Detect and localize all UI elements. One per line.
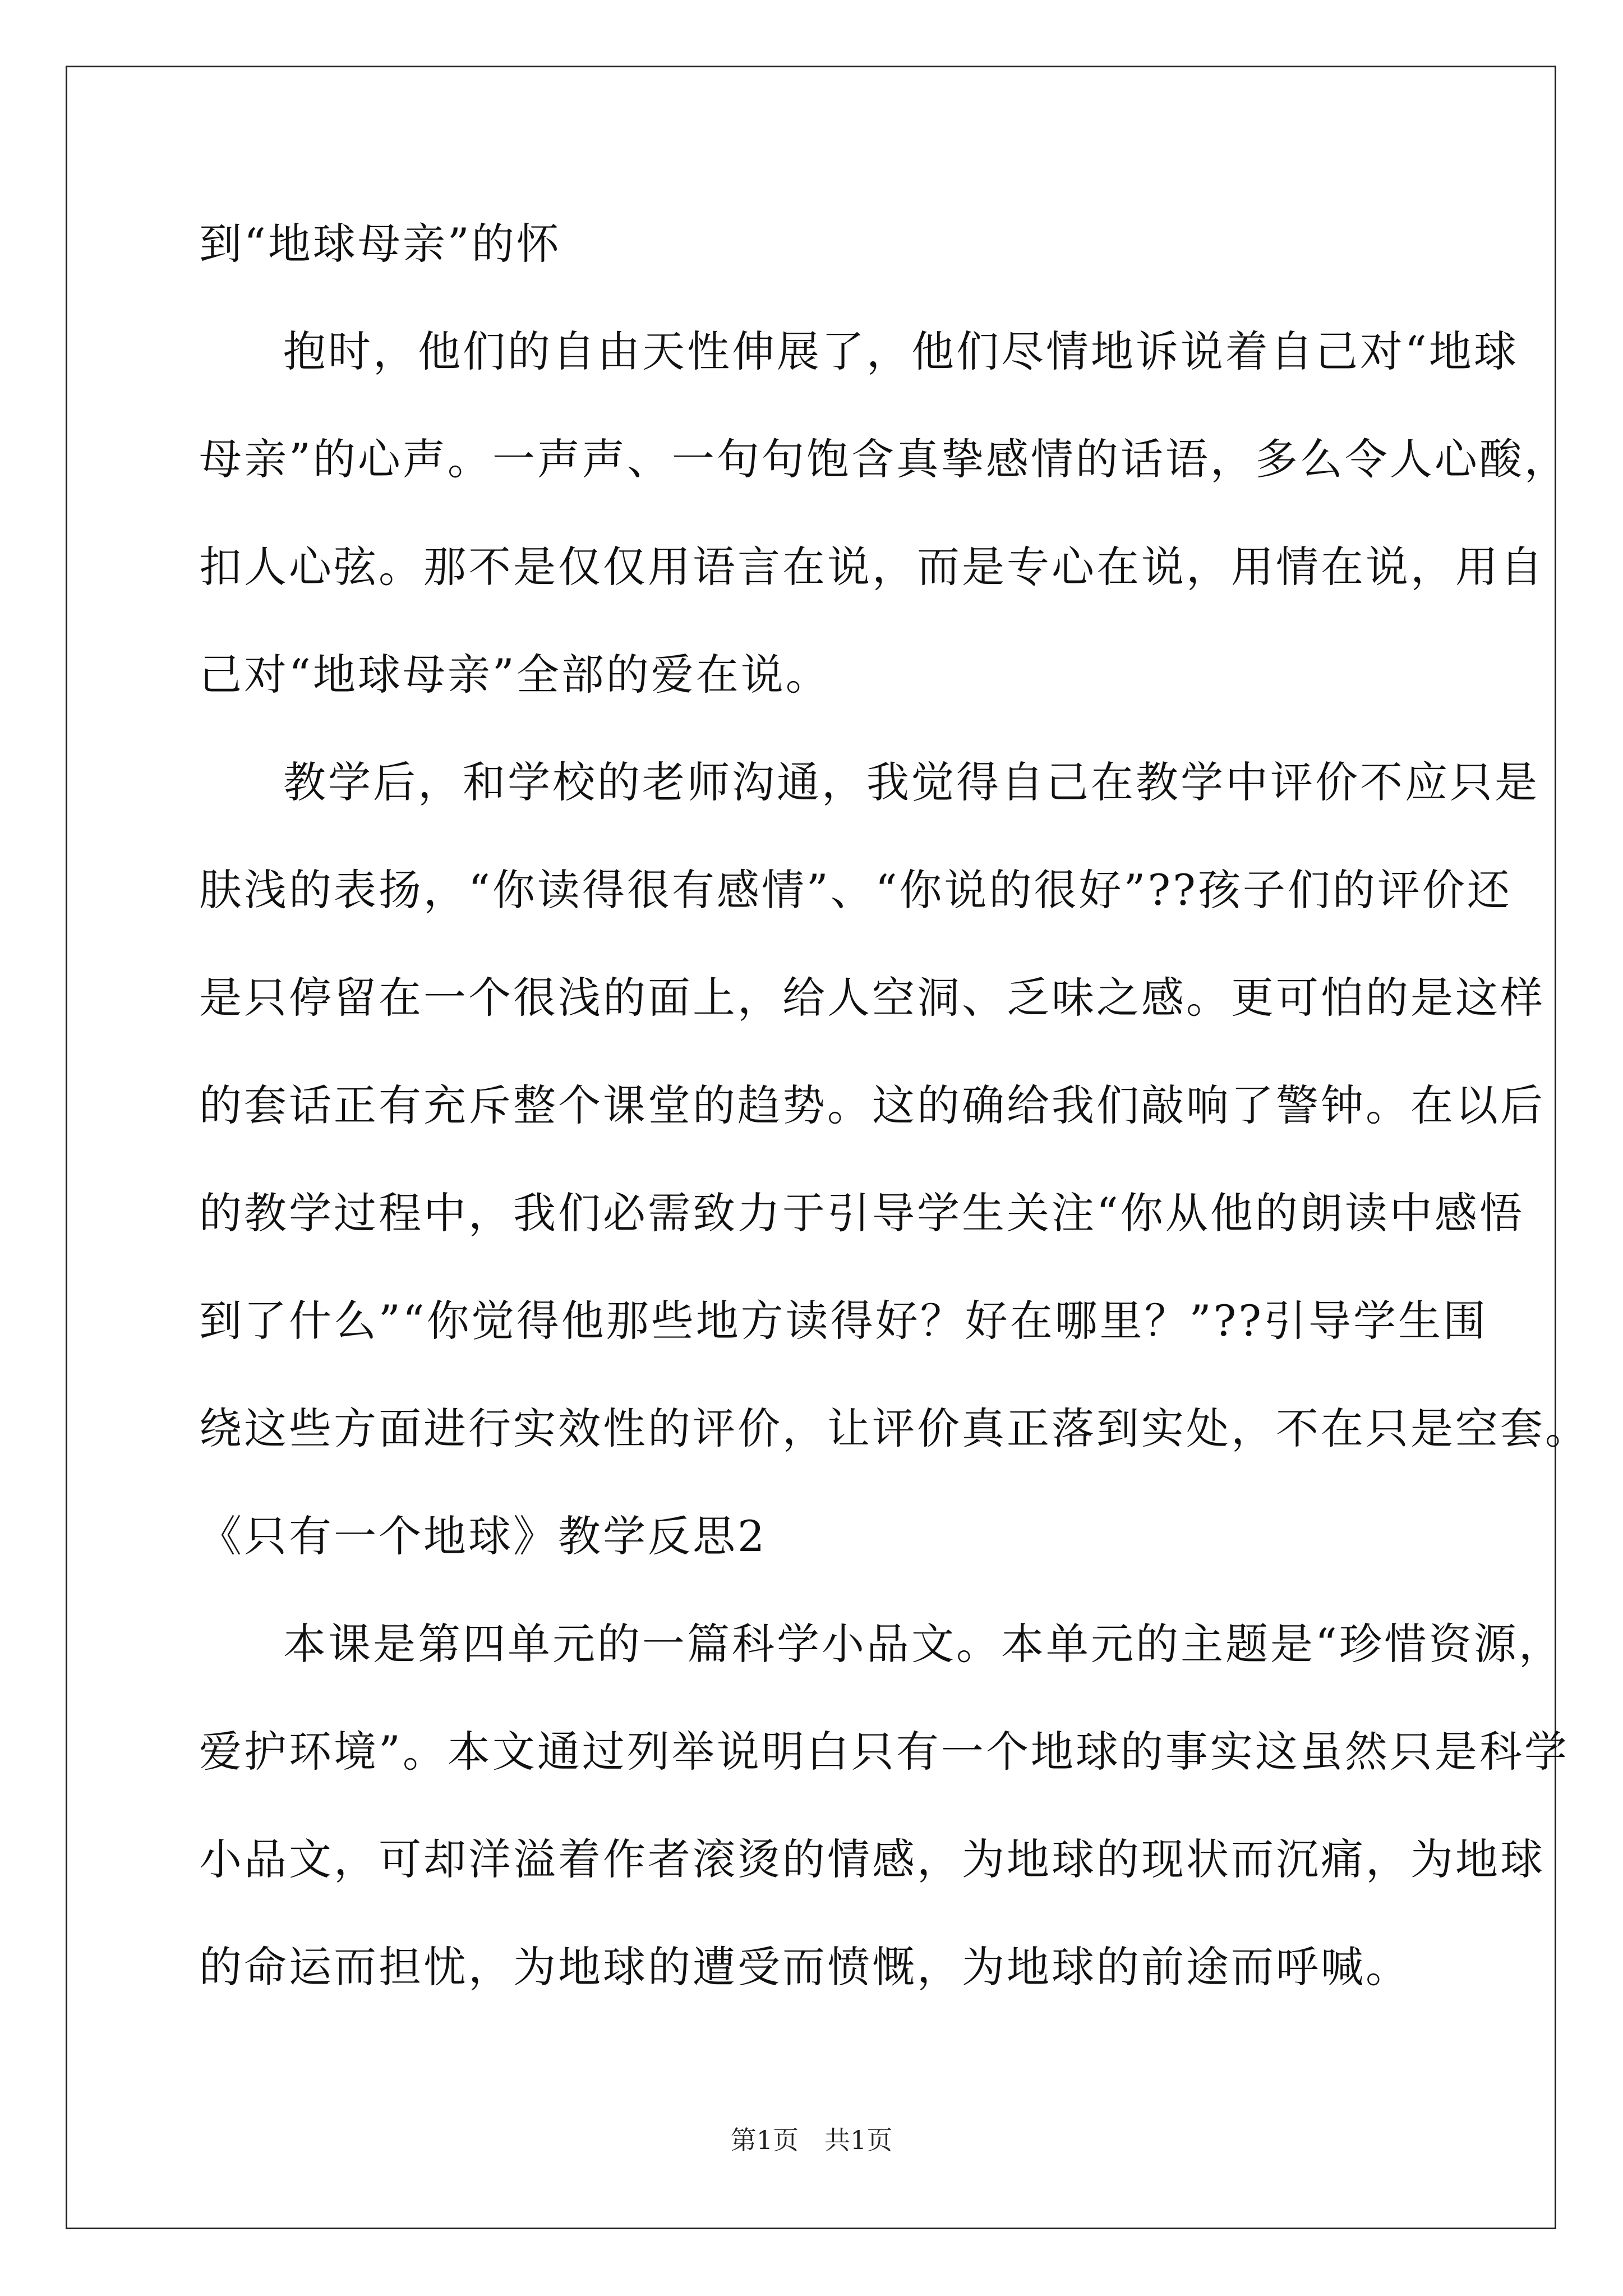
paragraph-start-line: 本课是第四单元的一篇科学小品文。本单元的主题是“珍惜资源， (283, 1619, 1564, 1669)
text-line: 的套话正有充斥整个课堂的趋势。这的确给我们敲响了警钟。在以后 (199, 1080, 1545, 1130)
text-line: 绕这些方面进行实效性的评价，让评价真正落到实处，不在只是空套。 (199, 1404, 1590, 1453)
text-line: 扣人心弦。那不是仅仅用语言在说，而是专心在说，用情在说，用自 (199, 542, 1545, 592)
text-line: 是只停留在一个很浅的面上，给人空洞、乏味之感。更可怕的是这样 (199, 973, 1545, 1023)
text-line: 己对“地球母亲”全部的爱在说。 (199, 650, 831, 700)
page-border (66, 66, 1590, 2229)
text-line: 爱护环境”。本文通过列举说明白只有一个地球的事实这虽然只是科学 (199, 1727, 1569, 1777)
text-line: 到了什么”“你觉得他那些地方读得好？好在哪里？”??引导学生围 (199, 1296, 1488, 1346)
paragraph-start-line: 抱时，他们的自由天性伸展了，他们尽情地诉说着自己对“地球 (283, 326, 1519, 376)
paragraph-start-line: 教学后，和学校的老师沟通，我觉得自己在教学中评价不应只是 (283, 757, 1539, 807)
section-heading: 《只有一个地球》教学反思2 (199, 1511, 767, 1561)
text-line: 肤浅的表扬，“你读得很有感情”、“你说的很好”??孩子们的评价还 (199, 865, 1512, 915)
text-line: 的教学过程中，我们必需致力于引导学生关注“你从他的朗读中感悟 (199, 1188, 1524, 1238)
page-footer: 第1页 共1页 (730, 2125, 893, 2155)
text-line: 的命运而担忧，为地球的遭受而愤慨，为地球的前途而呼喊。 (199, 1942, 1410, 1992)
text-line: 母亲”的心声。一声声、一句句饱含真挚感情的话语，多么令人心酸， (199, 434, 1569, 484)
text-line: 到“地球母亲”的怀 (199, 219, 561, 269)
text-line: 小品文，可却洋溢着作者滚烫的情感，为地球的现状而沉痛，为地球 (199, 1834, 1545, 1884)
